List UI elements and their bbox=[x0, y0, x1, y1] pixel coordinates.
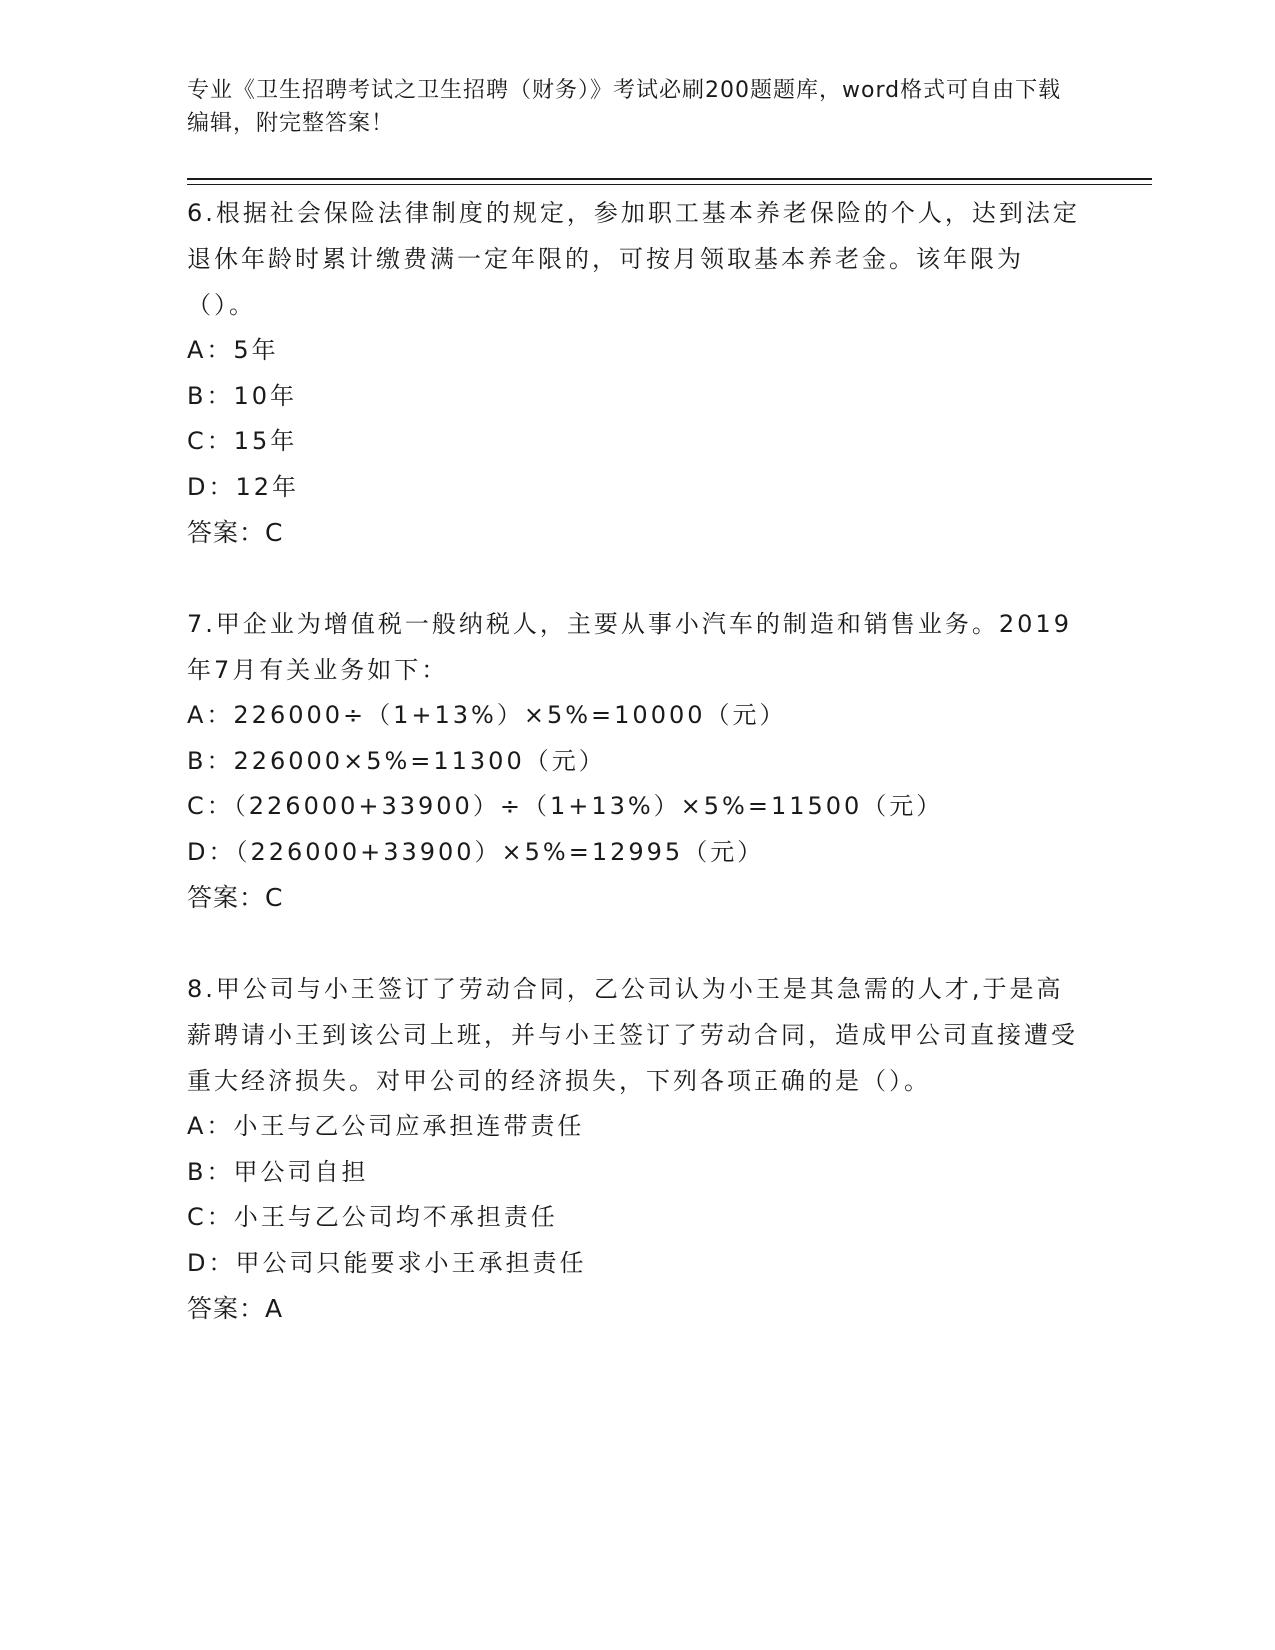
document-header: 专业《卫生招聘考试之卫生招聘（财务）》考试必刷200题题库，word格式可自由下载编辑，附完整答案！ bbox=[187, 78, 1062, 136]
question-stem: 6.根据社会保险法律制度的规定，参加职工基本养老保险的个人，达到法定退休年龄时累计缴费满一定年限的，可按月领取基本养老金。该年限为（）。 bbox=[187, 199, 1080, 319]
option-b: B：甲公司自担 bbox=[187, 1157, 369, 1186]
question-block bbox=[187, 601, 1087, 921]
answer: 答案：A bbox=[187, 1294, 284, 1323]
header-divider-thick bbox=[187, 178, 1152, 180]
answer: 答案：C bbox=[187, 518, 284, 547]
option-d: D：12年 bbox=[187, 472, 300, 501]
option-a: A：5年 bbox=[187, 336, 279, 364]
header-divider-thin bbox=[187, 184, 1152, 185]
option-a: A：226000÷（1+13%）×5%=10000（元） bbox=[187, 701, 787, 729]
option-c: C：15年 bbox=[187, 427, 298, 455]
question-stem: 8.甲公司与小王签订了劳动合同，乙公司认为小王是其急需的人才,于是高薪聘请小王到该公司上班，并与小王签订了劳动合同，造成甲公司直接遭受重大经济损失。对甲公司的经济损失，下列各项正确的是（）。 bbox=[187, 975, 1078, 1095]
question-stem: 7.甲企业为增值税一般纳税人，主要从事小汽车的制造和销售业务。2019年7月有关业务如下： bbox=[187, 610, 1072, 684]
option-c: C：（226000+33900）÷（1+13%）×5%=11500（元） bbox=[187, 792, 944, 820]
question-block bbox=[187, 966, 1087, 1332]
option-a: A：小王与乙公司应承担连带责任 bbox=[187, 1112, 585, 1140]
option-b: B：10年 bbox=[187, 381, 298, 410]
question-block bbox=[187, 190, 1087, 556]
option-b: B：226000×5%=11300（元） bbox=[187, 746, 606, 775]
answer: 答案：C bbox=[187, 883, 284, 912]
option-d: D：甲公司只能要求小王承担责任 bbox=[187, 1248, 587, 1277]
option-c: C：小王与乙公司均不承担责任 bbox=[187, 1203, 558, 1231]
option-d: D：（226000+33900）×5%=12995（元） bbox=[187, 837, 765, 866]
